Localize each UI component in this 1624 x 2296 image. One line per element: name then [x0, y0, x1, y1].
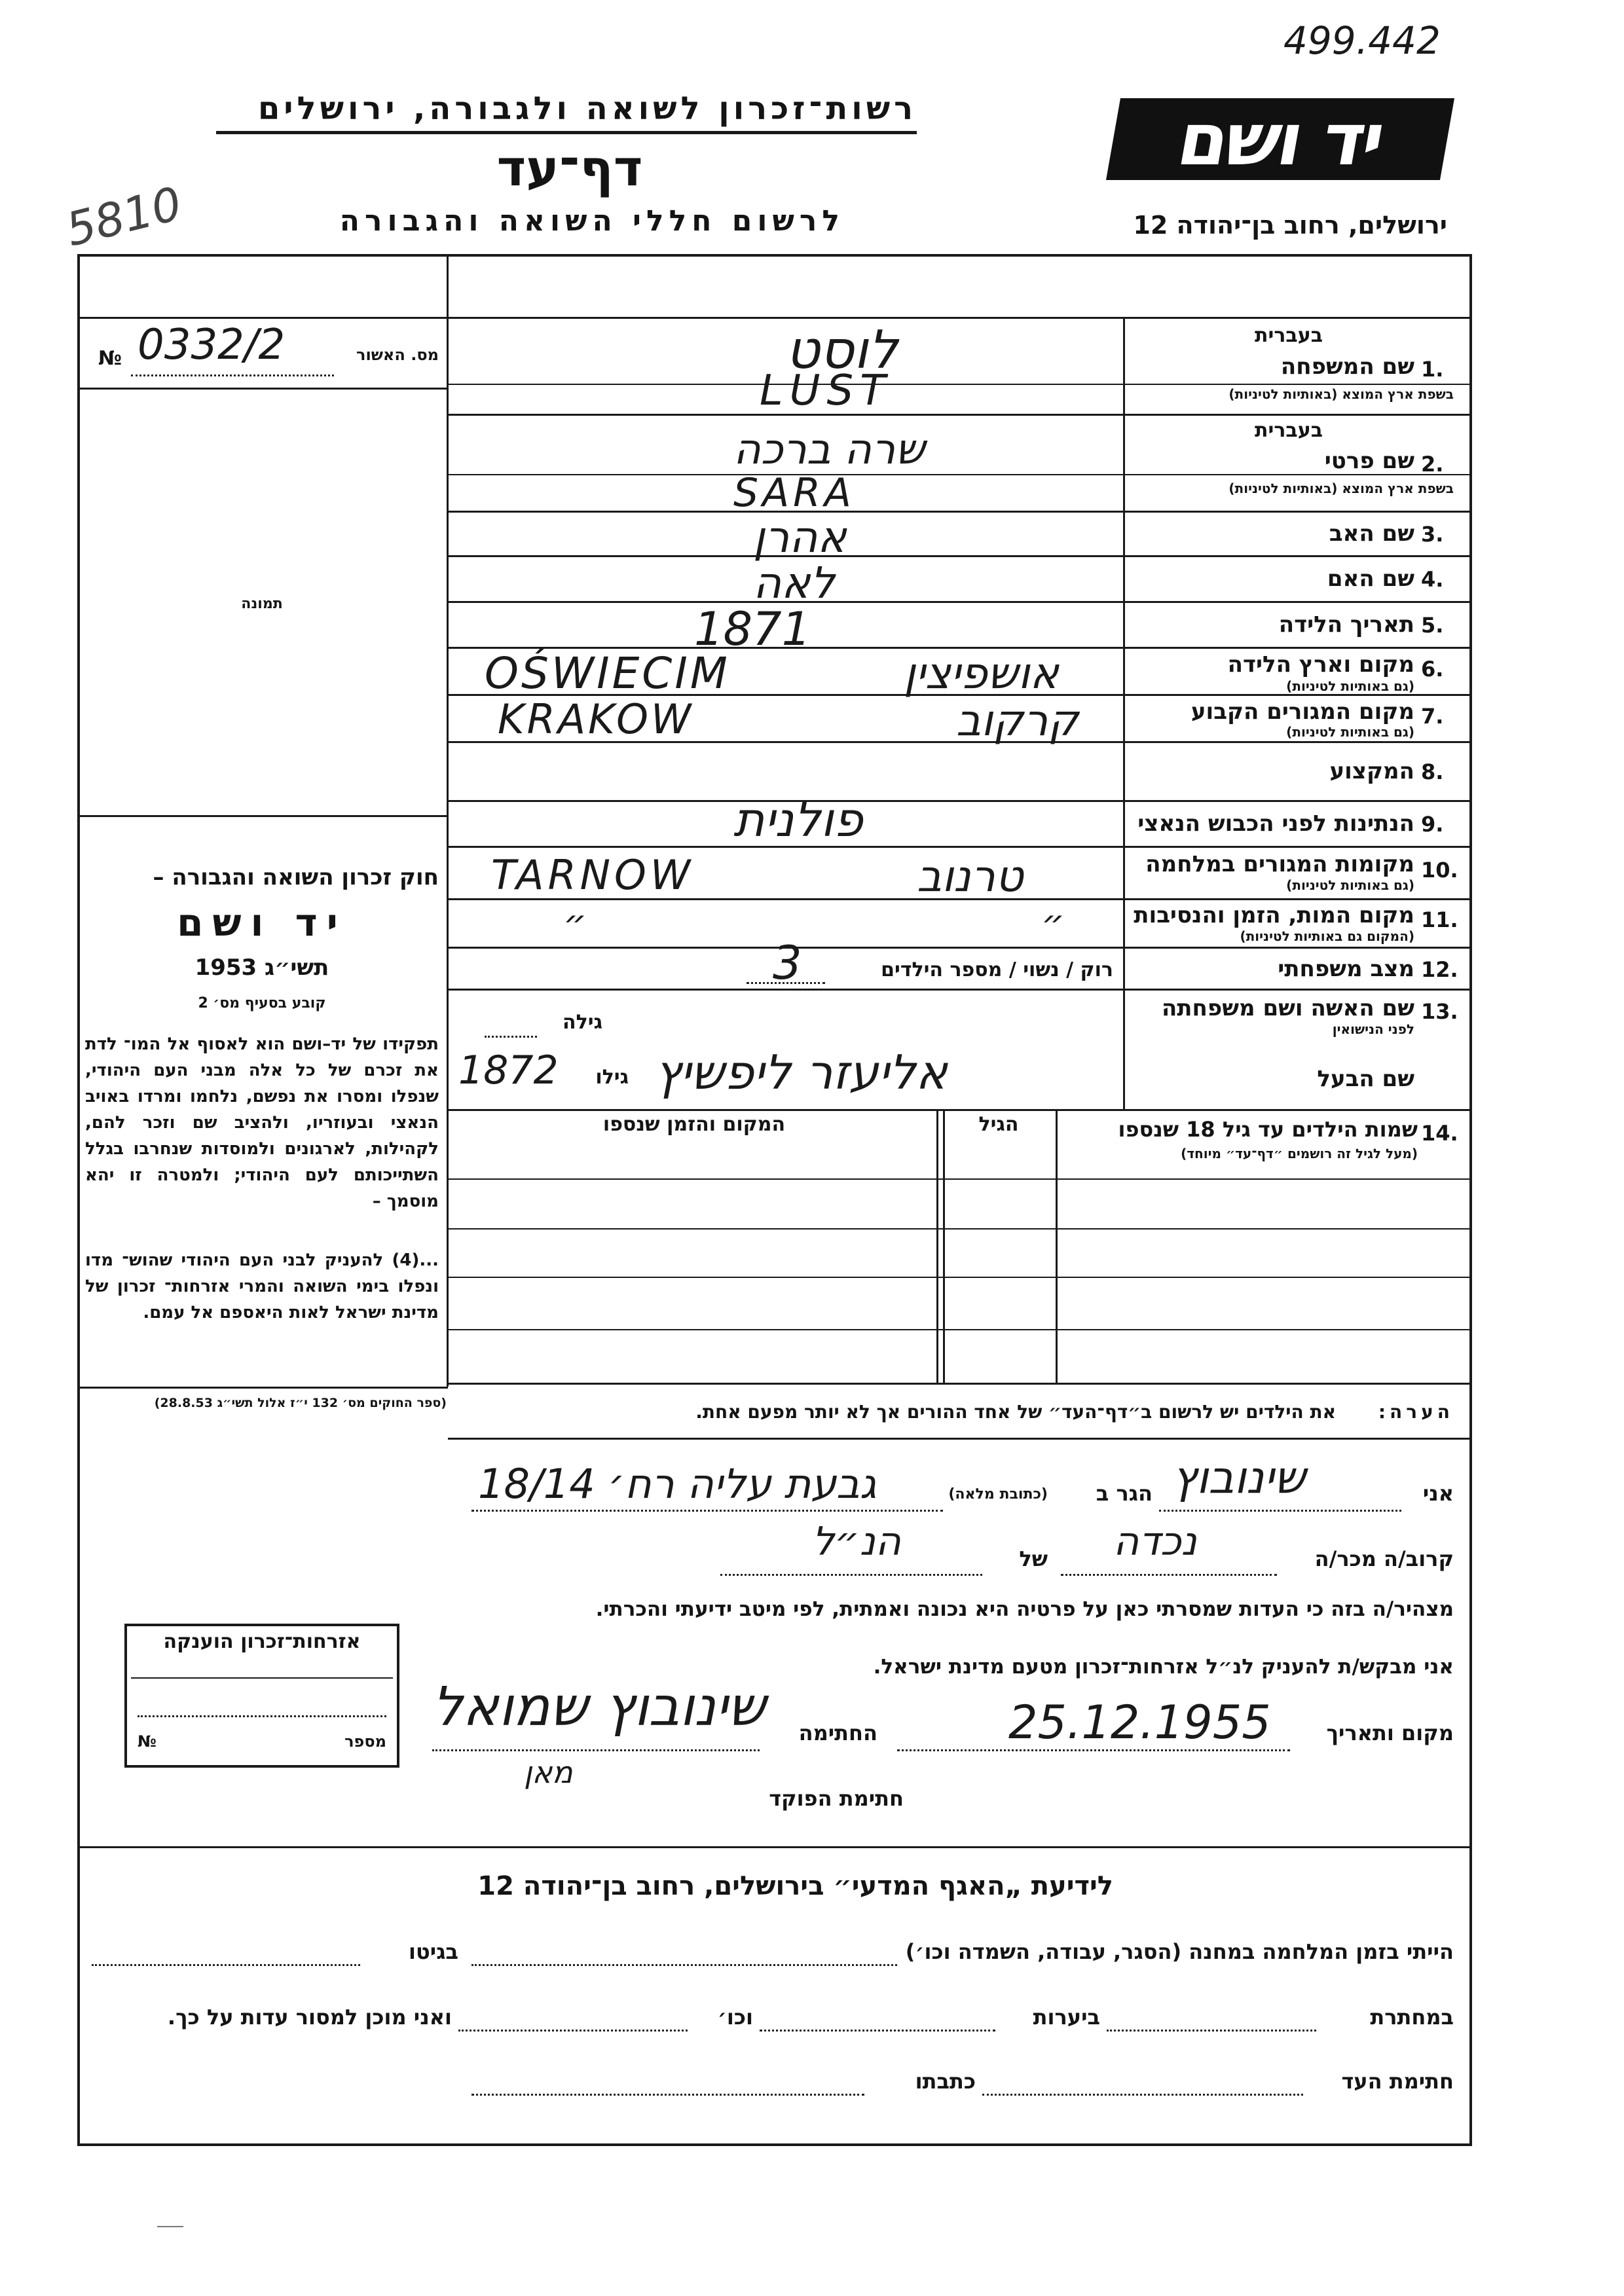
row-rule [448, 947, 1472, 949]
children-count[interactable]: 3 [773, 936, 802, 990]
field-1-heading: בעברית [1255, 324, 1323, 347]
field-13-sub: לפני הנישואין [1332, 1021, 1414, 1037]
citizenship-box-line [131, 1677, 393, 1679]
citizenship-box-title: אזרחות־זכרון הוענקה [163, 1630, 361, 1653]
footer-underground-dots [1107, 2030, 1316, 2032]
field-2-value-hebrew[interactable]: שרה ברכה [733, 426, 925, 474]
children-row [448, 1228, 1472, 1230]
note-text: את הילדים יש לרשום ב״דף־העד״ של אחד ההורים אך לא יותר מפעם אחת. [695, 1401, 1336, 1423]
yad-vashem-logo [1106, 98, 1454, 180]
signature-label: החתימה [798, 1721, 877, 1745]
field-13-label: שם האשה ושם משפחתה [1161, 995, 1414, 1021]
children-col-place-time: המקום והזמן שנספו [602, 1113, 786, 1136]
field-11-number: 11. [1421, 907, 1458, 932]
citizenship-box-dots [138, 1715, 386, 1717]
logo-text: יד ושם [1172, 97, 1389, 181]
field-1-label: שם המשפחה [1280, 354, 1414, 380]
relative-label: קרוב/ה מכר/ה [1314, 1546, 1454, 1571]
field-1-sub: בשפת ארץ המוצא (באותיות לטיניות) [1228, 386, 1454, 402]
row-rule [448, 414, 1472, 416]
field-9-number: 9. [1421, 812, 1444, 837]
field-2-heading: בעברית [1255, 419, 1323, 442]
sidebar-rule-1 [77, 388, 448, 390]
field-7-value-hebrew[interactable]: קרקוב [956, 695, 1079, 746]
confirmation-no-sign: № [98, 347, 122, 370]
wife-age-label: גילה [563, 1011, 602, 1034]
field-7-label: מקום המגורים הקבוע [1190, 699, 1414, 725]
row-rule [448, 384, 1472, 385]
field-10-number: 10. [1421, 858, 1458, 883]
field-7-value-latin[interactable]: KRAKOW [498, 695, 694, 743]
row-rule [448, 1109, 1472, 1111]
children-label: שמות הילדים עד גיל 18 שנספו [1118, 1117, 1418, 1142]
corner-mark: 5810 [60, 176, 187, 257]
citizenship-box-number-sign: № [138, 1732, 157, 1751]
children-row [448, 1178, 1472, 1180]
row-rule [448, 474, 1472, 475]
top-band-rule [77, 317, 1472, 319]
declaration-i-label: אני [1422, 1481, 1454, 1506]
sidebar-rule-3 [77, 1387, 448, 1389]
law-text-2: ...(4) להעניק לבני העם היהודי שהוש־ מדו ונפלו בימי השואה והמרי אזרחות־ זכרון של מדינת ישראל לאות היאספם אל עמם. [85, 1250, 439, 1322]
field-6-label: מקום וארץ הלידה [1227, 651, 1414, 678]
field-6-number: 6. [1421, 657, 1444, 682]
footer-underground-label: במחתרת [1370, 2005, 1454, 2030]
left-column-divider [447, 254, 449, 1387]
field-5-number: 5. [1421, 613, 1444, 638]
stray-mark [157, 2226, 183, 2227]
field-9-value[interactable]: פולנית [733, 792, 863, 847]
children-col-age: הגיל [978, 1113, 1019, 1136]
field-10-value-hebrew[interactable]: טרנוב [917, 851, 1024, 902]
children-table-bottom [448, 1383, 1472, 1385]
field-3-number: 3. [1421, 522, 1444, 547]
husband-age[interactable]: 1872 [458, 1048, 559, 1093]
footer-title: לידיעת „האגף המדעי״ בירושלים, רחוב בן־יהודה 12 [477, 1871, 1113, 1901]
confirmation-value: 0332/2 [138, 321, 286, 369]
of-value[interactable]: הנ״ל [812, 1519, 901, 1565]
footer-address-dots [471, 2094, 864, 2096]
field-3-label: שם האב [1329, 520, 1414, 547]
note-bottom-rule [448, 1438, 1472, 1440]
field-9-label: הנתינות לפני הכבוש הנאצי [1137, 811, 1414, 837]
archive-number: 499.442 [1283, 18, 1441, 63]
relative-dots [1061, 1574, 1277, 1576]
inspector-label: חתימת הפוקד [769, 1786, 904, 1811]
law-year: תשי״ג 1953 [194, 955, 329, 981]
children-count-dots [747, 982, 825, 984]
signature-value[interactable]: שינובוץ שמואל [432, 1676, 766, 1738]
form-subtitle: לרשום חללי השואה והגבורה [339, 204, 845, 238]
row-rule [448, 601, 1472, 603]
header-rule [216, 131, 917, 134]
field-1-value-hebrew[interactable]: לוסט [786, 319, 898, 380]
field-13-number: 13. [1421, 999, 1458, 1024]
law-name: יד ושם [177, 900, 347, 945]
field-8-number: 8. [1421, 759, 1444, 784]
footer-etc-dots [458, 2030, 688, 2032]
field-5-value[interactable]: 1871 [694, 602, 811, 656]
field-12-number: 12. [1421, 957, 1458, 982]
footer-separator [77, 1846, 1472, 1848]
signature-dots [432, 1749, 760, 1751]
of-dots [720, 1574, 982, 1576]
confirmation-dots [131, 374, 334, 376]
field-11-sub: (המקום גם באותיות לטיניות) [1240, 928, 1414, 944]
field-3-value[interactable]: אהרן [753, 512, 847, 562]
address-hint: (כתובת מלאה) [948, 1486, 1048, 1503]
children-row [448, 1329, 1472, 1330]
footer-forests-label: ביערות [1033, 2005, 1100, 2030]
children-col-divider-2 [943, 1109, 945, 1384]
field-4-label: שם האם [1327, 566, 1414, 592]
footer-camp-dots [471, 1964, 897, 1966]
footer-testimony-label: ואני מוכן למסור עדות על כך. [167, 2005, 452, 2030]
note-label: הערה: [1378, 1401, 1454, 1423]
field-6-value-hebrew[interactable]: אושפיצין [904, 648, 1059, 699]
field-2-number: 2. [1421, 452, 1444, 477]
resides-label: הגר ב [1096, 1481, 1153, 1506]
sidebar-rule-2 [77, 815, 448, 817]
children-col-divider-3 [936, 1109, 938, 1384]
address: ירושלים, רחוב בן־יהודה 12 [1133, 211, 1447, 240]
row-rule [448, 989, 1472, 991]
declarant-name-dots [1159, 1510, 1401, 1512]
of-label: של [1019, 1546, 1048, 1571]
footer-etc-label: וכו׳ [717, 2005, 753, 2030]
address-value[interactable]: גבעת עליה רח׳ 18/14 [478, 1460, 877, 1508]
field-7-number: 7. [1421, 704, 1444, 729]
field-6-sub: (גם באותיות לטיניות) [1286, 678, 1414, 694]
row-rule [448, 800, 1472, 802]
footer-ghetto-label: בגיטו [409, 1939, 458, 1964]
form-title: דף־עד [496, 139, 643, 197]
field-10-value-latin[interactable]: TARNOW [491, 851, 695, 899]
row-rule [448, 511, 1472, 513]
field-11-value-a[interactable]: ״ [563, 902, 587, 945]
field-8-label: המקצוע [1329, 758, 1414, 784]
husband-label: שם הבעל [1317, 1066, 1414, 1092]
field-11-label: מקום המות, הזמן והנסיבות [1134, 902, 1414, 928]
field-12-label: מצב משפחתי [1278, 956, 1414, 982]
request-text: אני מבקש/ת להעניק לנ״ל אזרחות־זכרון מטעם מדינת ישראל. [873, 1655, 1454, 1679]
place-date-label: מקום ותאריך [1326, 1721, 1454, 1745]
inspector-signature[interactable]: מאן [524, 1755, 573, 1790]
footer-witness-signature-label: חתימת העד [1341, 2069, 1454, 2094]
field-2-sub: בשפת ארץ המוצא (באותיות לטיניות) [1228, 481, 1454, 496]
children-sub: (מעל לגיל זה רושמים ״דף־עד״ מיוחד) [1181, 1146, 1418, 1161]
wife-age-dots [485, 1036, 537, 1038]
field-7-sub: (גם באותיות לטיניות) [1286, 724, 1414, 740]
declarant-name[interactable]: שינובוץ [1172, 1452, 1306, 1504]
address-dots [471, 1510, 943, 1512]
authority-title: רשות־זכרון לשואה ולגבורה, ירושלים [257, 90, 917, 127]
husband-age-label: גילו [595, 1066, 629, 1089]
marital-status-options: רוק / נשוי / מספר הילדים [881, 958, 1113, 981]
field-4-number: 4. [1421, 567, 1444, 592]
field-1-value-latin[interactable]: LUST [760, 367, 893, 415]
row-rule [448, 846, 1472, 848]
law-text-1: תפקידו של יד–ושם הוא לאסוף אל המו־ לדת את זכרם של כל אלה מבני העם היהודי, שנפלו ומסרו את נפשם, נלחמו ומרדו באויב הנאצי ובעוזריו, ולהציב שם וזכר להם, לקהילות, לארגונים ולמוסדות שנחרבו בגלל השתייכותם לעם היהודי; ולמטרה זו יהא מוסמך – [85, 1034, 439, 1211]
children-row [448, 1277, 1472, 1278]
date-dots [897, 1749, 1290, 1751]
footer-address-label: כתבתו [915, 2069, 976, 2094]
field-2-value-latin[interactable]: SARA [733, 470, 855, 516]
field-11-value-b[interactable]: ״ [1041, 902, 1065, 945]
relative-value[interactable]: נכדה [1113, 1519, 1197, 1565]
footer-camp-label: הייתי בזמן המלחמה במחנה (הסגר, עבודה, השמדה וכו׳) [905, 1939, 1454, 1964]
field-1-number: 1. [1421, 357, 1444, 382]
field-10-sub: (גם באותיות לטיניות) [1286, 877, 1414, 893]
date-value[interactable]: 25.12.1955 [1008, 1696, 1271, 1749]
law-title: חוק זכרון השואה והגבורה – [153, 864, 439, 890]
footer-forests-dots [760, 2030, 995, 2032]
field-10-label: מקומות המגורים במלחמה [1145, 851, 1414, 877]
confirmation-label: מס. האשור [356, 346, 439, 364]
husband-name[interactable]: אליעזר ליפשיץ [655, 1045, 948, 1100]
field-4-value[interactable]: לאה [753, 558, 835, 608]
law-clause: קובע בסעיף מס׳ 2 [198, 995, 326, 1011]
field-2-label: שם פרטי [1324, 448, 1414, 474]
field-6-value-latin[interactable]: OŚWIECIM [485, 648, 730, 699]
footer-witness-signature-dots [982, 2094, 1303, 2096]
row-rule [448, 555, 1472, 557]
field-5-label: תאריך הלידה [1278, 611, 1414, 638]
citizenship-box-number-label: מספר [344, 1732, 386, 1751]
footer-ghetto-dots [92, 1964, 360, 1966]
children-col-divider-1 [1056, 1109, 1058, 1384]
photo-label: תמונה [241, 596, 283, 612]
statement-text: מצהיר/ה בזה כי העדות שמסרתי כאן על פרטיה היא נכונה ואמתית, לפי מיטב ידיעתי והכרתי. [595, 1597, 1454, 1621]
field-14-number: 14. [1421, 1121, 1458, 1146]
law-reference: (ספר החוקים מס׳ 132 י״ז אלול תשי״ג 28.8.53) [154, 1396, 447, 1410]
